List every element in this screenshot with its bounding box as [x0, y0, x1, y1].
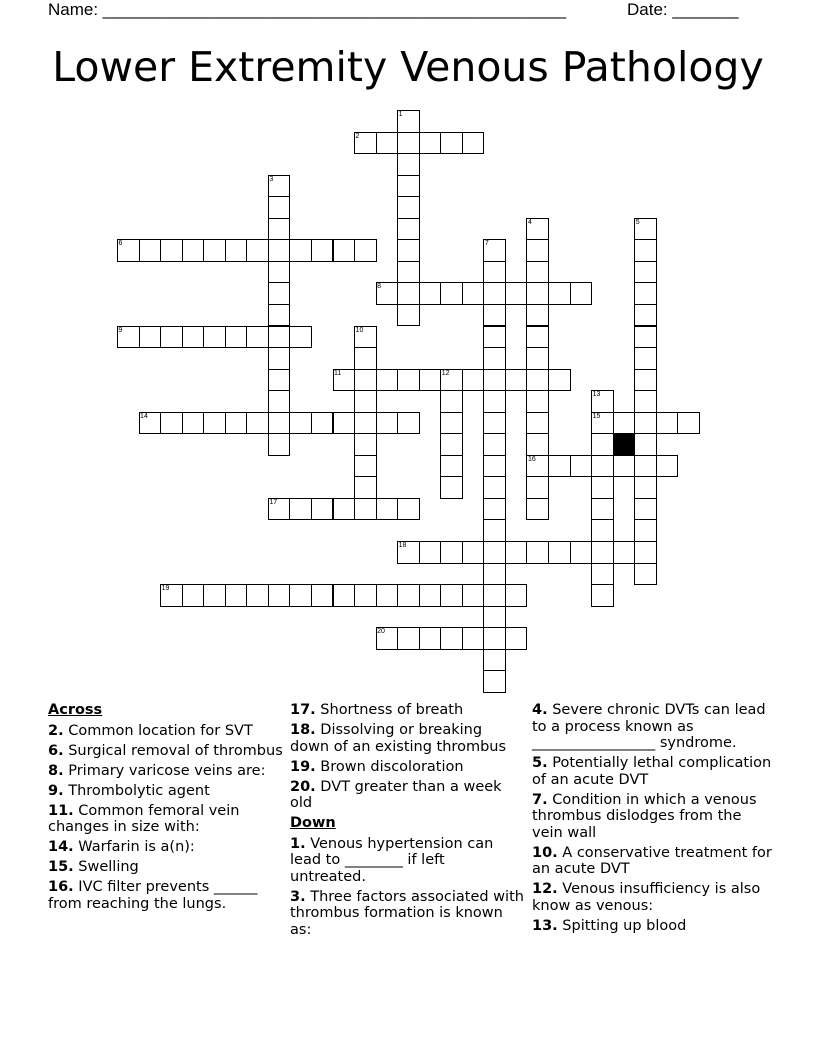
grid-cell[interactable] — [591, 519, 614, 542]
grid-cell[interactable] — [397, 261, 420, 284]
clue-item — [48, 859, 283, 876]
grid-cell[interactable] — [268, 584, 291, 607]
grid-cell[interactable] — [483, 304, 506, 327]
grid-cell[interactable] — [203, 412, 226, 435]
clue-text: Severe chronic DVTs can lead to a process known as _________________ syndrome. — [532, 702, 766, 751]
grid-cell[interactable] — [591, 563, 614, 586]
clue-number-label: 18 — [398, 542, 407, 549]
clue-text: Common location for SVT — [68, 722, 253, 739]
clue-item — [290, 722, 525, 755]
grid-cell[interactable] — [419, 584, 442, 607]
grid-cell[interactable] — [397, 584, 420, 607]
grid-cell[interactable] — [634, 412, 657, 435]
grid-cell[interactable] — [419, 369, 442, 392]
clue-text: IVC filter prevents ______ from reaching the lungs. — [48, 879, 258, 912]
grid-cell[interactable] — [397, 282, 420, 305]
grid-cell[interactable] — [440, 584, 463, 607]
grid-cell[interactable] — [333, 498, 356, 521]
grid-cell[interactable] — [311, 412, 334, 435]
grid-cell[interactable] — [397, 175, 420, 198]
clue-item — [48, 803, 283, 836]
clue-text: Potentially lethal complication of an acute DVT — [532, 755, 772, 788]
grid-cell[interactable] — [419, 282, 442, 305]
grid-cell[interactable] — [268, 196, 291, 219]
grid-cell[interactable] — [656, 455, 679, 478]
grid-cell[interactable] — [440, 282, 463, 305]
clue-number: 13. — [532, 917, 558, 934]
grid-cell[interactable] — [613, 541, 636, 564]
clue-number-label: 19 — [161, 585, 170, 593]
clue-item — [532, 845, 772, 878]
clue-item — [532, 702, 772, 752]
grid-cell[interactable] — [613, 412, 636, 435]
grid-cell[interactable] — [526, 326, 549, 349]
grid-cell[interactable] — [462, 584, 485, 607]
grid-cell[interactable] — [591, 541, 614, 564]
grid-cell[interactable] — [160, 326, 183, 349]
grid-cell[interactable] — [634, 541, 657, 564]
grid-cell[interactable] — [246, 239, 269, 262]
grid-cell[interactable] — [397, 498, 420, 521]
clue-number-label: 14 — [140, 412, 148, 420]
grid-cell-blocked — [613, 433, 636, 456]
grid-cell[interactable] — [634, 390, 657, 413]
grid-cell[interactable] — [526, 347, 549, 370]
grid-cell[interactable] — [376, 584, 399, 607]
grid-cell[interactable] — [397, 153, 420, 176]
grid-cell[interactable] — [591, 584, 614, 607]
grid-cell[interactable] — [440, 541, 463, 564]
grid-cell[interactable] — [268, 218, 291, 241]
clue-number-label: 20 — [377, 628, 385, 636]
clue-item — [290, 779, 525, 812]
grid-cell[interactable] — [268, 261, 291, 284]
grid-cell[interactable] — [591, 498, 614, 521]
clue-number: 1. — [290, 835, 306, 852]
grid-cell[interactable] — [311, 498, 334, 521]
grid-cell[interactable] — [634, 519, 657, 542]
clue-number: 4. — [532, 702, 548, 718]
grid-cell[interactable] — [634, 304, 657, 327]
grid-cell[interactable] — [354, 347, 377, 370]
clue-item — [532, 792, 772, 842]
grid-cell[interactable] — [182, 584, 205, 607]
grid-cell[interactable] — [225, 412, 248, 435]
grid-cell[interactable] — [354, 433, 377, 456]
clue-number-label: 5 — [635, 218, 640, 226]
clue-number-label: 15 — [592, 412, 601, 420]
clue-number: 6. — [48, 742, 64, 759]
grid-cell[interactable] — [505, 584, 528, 607]
grid-cell[interactable] — [505, 627, 528, 650]
grid-cell[interactable] — [634, 347, 657, 370]
grid-cell[interactable] — [656, 412, 679, 435]
clue-text: Common femoral vein changes in size with: — [48, 802, 240, 835]
clue-number-label: 4 — [527, 218, 532, 226]
grid-cell[interactable] — [289, 239, 312, 262]
grid-cell[interactable] — [483, 347, 506, 370]
clue-text: Dissolving or breaking down of an existing thrombus — [290, 722, 507, 755]
section-heading: Across — [48, 702, 103, 718]
grid-cell[interactable] — [505, 282, 528, 305]
grid-cell[interactable] — [505, 369, 528, 392]
clue-number-label: 12 — [441, 369, 450, 377]
grid-cell[interactable] — [505, 541, 528, 564]
clue-item — [48, 839, 283, 856]
clue-text: Venous hypertension can lead to ________ if left untreated. — [290, 835, 494, 885]
clue-item — [48, 783, 283, 800]
clue-text: Swelling — [78, 859, 139, 875]
grid-cell[interactable] — [268, 239, 291, 262]
clue-number-label: 7 — [484, 240, 489, 248]
grid-cell[interactable] — [160, 412, 183, 435]
grid-cell[interactable] — [634, 261, 657, 284]
clue-number: 3. — [290, 888, 306, 905]
grid-cell[interactable] — [246, 584, 269, 607]
grid-cell[interactable] — [634, 239, 657, 262]
clue-item — [48, 723, 283, 740]
clue-number: 5. — [532, 755, 548, 771]
grid-cell[interactable] — [483, 649, 506, 672]
clue-number: 18. — [290, 722, 316, 738]
grid-cell[interactable] — [483, 433, 506, 456]
grid-cell[interactable] — [354, 369, 377, 392]
clue-number: 8. — [48, 762, 64, 779]
grid-cell[interactable] — [397, 304, 420, 327]
grid-cell[interactable] — [268, 304, 291, 327]
clue-column-3 — [532, 702, 772, 938]
grid-cell[interactable] — [182, 412, 205, 435]
grid-cell[interactable] — [570, 455, 593, 478]
grid-cell[interactable] — [440, 412, 463, 435]
grid-cell[interactable] — [419, 132, 442, 155]
grid-cell[interactable] — [354, 412, 377, 435]
grid-cell[interactable] — [397, 627, 420, 650]
clue-text: DVT greater than a week old — [290, 778, 502, 811]
grid-cell[interactable] — [246, 326, 269, 349]
grid-cell[interactable] — [268, 326, 291, 349]
grid-cell[interactable] — [289, 412, 312, 435]
clue-number: 12. — [532, 881, 558, 897]
grid-cell[interactable] — [526, 282, 549, 305]
grid-cell[interactable] — [397, 132, 420, 155]
grid-cell[interactable] — [397, 218, 420, 241]
clue-item — [290, 702, 525, 719]
name-field-label: Name: _________________________________________________ — [48, 0, 567, 19]
clue-text: A conservative treatment for an acute DVT — [532, 844, 772, 877]
grid-cell[interactable] — [591, 476, 614, 499]
clue-number: 17. — [290, 702, 316, 718]
clue-text: Brown discoloration — [320, 758, 464, 775]
grid-cell[interactable] — [182, 326, 205, 349]
section-heading: Down — [290, 815, 336, 831]
grid-cell[interactable] — [440, 390, 463, 413]
clue-number: 9. — [48, 782, 64, 799]
grid-cell[interactable] — [591, 433, 614, 456]
grid-cell[interactable] — [548, 282, 571, 305]
clue-text: Thrombolytic agent — [68, 782, 210, 799]
grid-cell[interactable] — [376, 132, 399, 155]
grid-cell[interactable] — [526, 369, 549, 392]
grid-cell[interactable] — [483, 476, 506, 499]
grid-cell[interactable] — [526, 541, 549, 564]
grid-cell[interactable] — [591, 455, 614, 478]
clue-number-label: 6 — [118, 240, 123, 248]
grid-cell[interactable] — [289, 584, 312, 607]
grid-cell[interactable] — [483, 670, 506, 693]
grid-cell[interactable] — [440, 132, 463, 155]
grid-cell[interactable] — [526, 304, 549, 327]
grid-cell[interactable] — [462, 369, 485, 392]
grid-cell[interactable] — [354, 239, 377, 262]
grid-cell[interactable] — [246, 412, 269, 435]
page-title: Lower Extremity Venous Pathology — [52, 43, 764, 91]
grid-cell[interactable] — [548, 455, 571, 478]
clue-number-label: 17 — [269, 498, 278, 506]
grid-cell[interactable] — [483, 369, 506, 392]
clue-number: 10. — [532, 844, 558, 861]
grid-cell[interactable] — [139, 239, 162, 262]
grid-cell[interactable] — [548, 541, 571, 564]
clue-number-label: 2 — [355, 132, 360, 140]
grid-cell[interactable] — [462, 132, 485, 155]
clue-item — [290, 836, 525, 886]
grid-cell[interactable] — [354, 498, 377, 521]
grid-cell[interactable] — [634, 563, 657, 586]
grid-cell[interactable] — [483, 627, 506, 650]
clue-column-2 — [290, 702, 525, 942]
clue-number-label: 1 — [398, 111, 403, 118]
grid-cell[interactable] — [289, 498, 312, 521]
grid-cell[interactable] — [634, 369, 657, 392]
clue-text: Primary varicose veins are: — [68, 762, 266, 779]
grid-cell[interactable] — [419, 541, 442, 564]
grid-cell[interactable] — [203, 326, 226, 349]
grid-cell[interactable] — [483, 519, 506, 542]
grid-cell[interactable] — [354, 455, 377, 478]
clue-text: Spitting up blood — [562, 917, 687, 934]
grid-cell[interactable] — [483, 261, 506, 284]
grid-cell[interactable] — [333, 412, 356, 435]
grid-cell[interactable] — [526, 498, 549, 521]
grid-cell[interactable] — [526, 476, 549, 499]
clue-number: 14. — [48, 839, 74, 855]
grid-cell[interactable] — [483, 412, 506, 435]
grid-cell[interactable] — [268, 433, 291, 456]
clue-text: Shortness of breath — [320, 702, 464, 718]
clue-number: 20. — [290, 778, 316, 795]
clue-item — [532, 755, 772, 788]
grid-cell[interactable] — [268, 369, 291, 392]
grid-cell[interactable] — [634, 433, 657, 456]
grid-cell[interactable] — [613, 455, 636, 478]
grid-cell[interactable] — [311, 239, 334, 262]
grid-cell[interactable] — [160, 239, 183, 262]
grid-cell[interactable] — [268, 347, 291, 370]
clue-item — [290, 889, 525, 939]
grid-cell[interactable] — [526, 390, 549, 413]
grid-cell[interactable] — [483, 326, 506, 349]
clue-number-label: 8 — [377, 283, 381, 291]
grid-cell[interactable] — [440, 476, 463, 499]
clue-item — [290, 759, 525, 776]
grid-cell[interactable] — [203, 239, 226, 262]
grid-cell[interactable] — [268, 390, 291, 413]
clue-number: 19. — [290, 758, 316, 775]
clue-number-label: 9 — [118, 326, 123, 334]
grid-cell[interactable] — [225, 584, 248, 607]
grid-cell[interactable] — [376, 369, 399, 392]
grid-cell[interactable] — [526, 261, 549, 284]
grid-cell[interactable] — [440, 627, 463, 650]
grid-cell[interactable] — [483, 498, 506, 521]
grid-cell[interactable] — [548, 369, 571, 392]
grid-cell[interactable] — [397, 412, 420, 435]
grid-cell[interactable] — [139, 326, 162, 349]
grid-cell[interactable] — [483, 563, 506, 586]
grid-cell[interactable] — [268, 282, 291, 305]
grid-cell[interactable] — [570, 282, 593, 305]
grid-cell[interactable] — [354, 390, 377, 413]
clue-text: Venous insufficiency is also know as venous: — [532, 881, 761, 914]
grid-cell[interactable] — [225, 239, 248, 262]
grid-cell[interactable] — [376, 498, 399, 521]
clue-text: Condition in which a venous thrombus dislodges from the vein wall — [532, 791, 757, 841]
grid-cell[interactable] — [397, 239, 420, 262]
grid-cell[interactable] — [570, 541, 593, 564]
grid-cell[interactable] — [182, 239, 205, 262]
grid-cell[interactable] — [483, 541, 506, 564]
grid-cell[interactable] — [526, 412, 549, 435]
grid-cell[interactable] — [397, 196, 420, 219]
clue-text: Three factors associated with thrombus formation is known as: — [290, 888, 524, 938]
clue-item — [48, 743, 283, 760]
grid-cell[interactable] — [225, 326, 248, 349]
grid-cell[interactable] — [311, 584, 334, 607]
grid-cell[interactable] — [268, 412, 291, 435]
clue-number: 16. — [48, 879, 74, 895]
date-field-label: Date: _______ — [627, 0, 739, 19]
grid-cell[interactable] — [354, 584, 377, 607]
grid-cell[interactable] — [634, 455, 657, 478]
clue-number: 2. — [48, 722, 64, 739]
clue-number-label: 3 — [269, 175, 274, 183]
grid-cell[interactable] — [440, 433, 463, 456]
clue-item — [48, 879, 283, 912]
clue-number-label: 16 — [527, 455, 536, 463]
grid-cell[interactable] — [483, 390, 506, 413]
grid-cell[interactable] — [203, 584, 226, 607]
clue-item — [532, 918, 772, 935]
grid-cell[interactable] — [440, 455, 463, 478]
clue-number: 7. — [532, 791, 548, 808]
grid-cell[interactable] — [483, 606, 506, 629]
clue-number: 11. — [48, 802, 74, 819]
clue-number-label: 13 — [592, 391, 601, 399]
grid-cell[interactable] — [483, 455, 506, 478]
grid-cell[interactable] — [462, 541, 485, 564]
clue-number-label: 11 — [334, 369, 342, 377]
clue-number-label: 10 — [355, 326, 364, 334]
grid-cell[interactable] — [526, 433, 549, 456]
grid-cell[interactable] — [376, 412, 399, 435]
grid-cell[interactable] — [462, 627, 485, 650]
grid-cell[interactable] — [634, 476, 657, 499]
clue-item — [48, 763, 283, 780]
clue-text: Surgical removal of thrombus — [68, 742, 283, 759]
grid-cell[interactable] — [677, 412, 700, 435]
clue-item — [532, 881, 772, 914]
grid-cell[interactable] — [462, 282, 485, 305]
grid-cell[interactable] — [483, 584, 506, 607]
grid-cell[interactable] — [333, 239, 356, 262]
grid-cell[interactable] — [634, 326, 657, 349]
clue-text: Warfarin is a(n): — [78, 839, 195, 855]
grid-cell[interactable] — [483, 282, 506, 305]
grid-cell[interactable] — [526, 239, 549, 262]
grid-cell[interactable] — [419, 627, 442, 650]
grid-cell[interactable] — [354, 476, 377, 499]
clue-number: 15. — [48, 859, 74, 875]
grid-cell[interactable] — [333, 584, 356, 607]
grid-cell[interactable] — [289, 326, 312, 349]
grid-cell[interactable] — [397, 369, 420, 392]
grid-cell[interactable] — [634, 282, 657, 305]
grid-cell[interactable] — [634, 498, 657, 521]
clue-column-1 — [48, 702, 283, 916]
